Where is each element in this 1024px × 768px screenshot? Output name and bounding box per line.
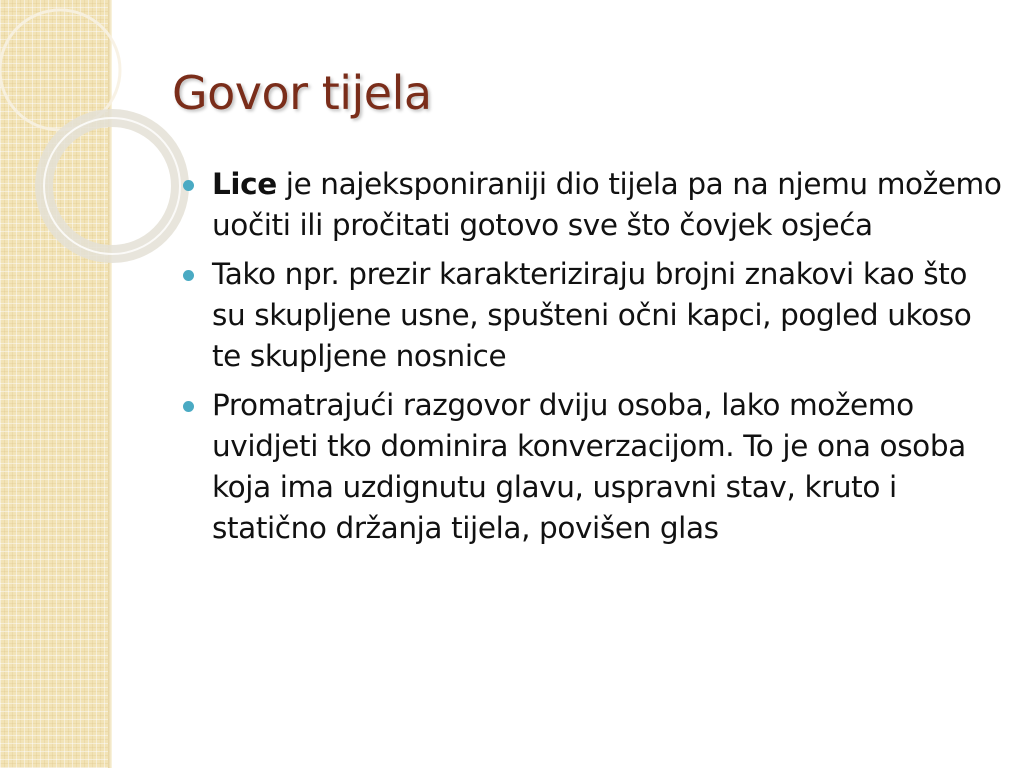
- bullet-list: [212, 164, 1002, 557]
- ring-decoration: [0, 0, 200, 260]
- bullet-item: [212, 254, 1002, 377]
- bullet-dot-icon: [183, 180, 194, 191]
- bullet-text: Tako npr. prezir karakteriziraju brojni znakovi kao što su skupljene usne, spušteni očni kapci, pogled ukoso te skupljene nosnice: [212, 257, 972, 373]
- bullet-item: [212, 164, 1002, 246]
- slide-title: Govor tijela: [172, 66, 432, 120]
- bullet-lead: Lice: [212, 167, 277, 201]
- bullet-item: [212, 385, 1002, 549]
- bullet-dot-icon: [183, 270, 194, 281]
- bullet-text: je najeksponiraniji dio tijela pa na njemu možemo uočiti ili pročitati gotovo sve što čovjek osjeća: [212, 167, 1002, 242]
- bullet-text: Promatrajući razgovor dviju osoba, lako možemo uvidjeti tko dominira konverzacijom. To je ona osoba koja ima uzdignutu glavu, uspravni stav, kruto i statično držanja tijela, povišen glas: [212, 388, 966, 545]
- bullet-dot-icon: [183, 401, 194, 412]
